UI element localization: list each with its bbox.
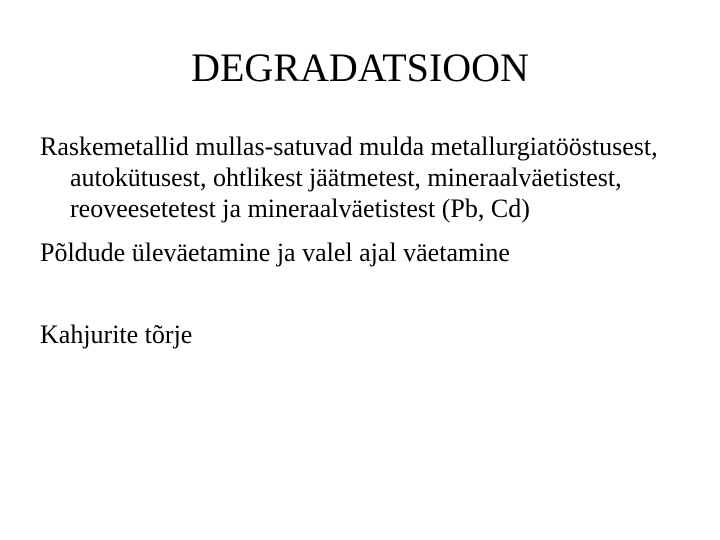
slide-title: DEGRADATSIOON [191,45,529,90]
bullet-item: Kahjurite tõrje [40,320,193,349]
bullet-item: Põldude üleväetamine ja valel ajal väetamine [40,238,510,267]
bullet-list [40,131,700,350]
bullet-item: Raskemetallid mullas-satuvad mulda metallurgiatööstusest, autokütusest, ohtlikest jäätmetest, mineraalväetistest, reoveesetetest ja mineraalväetistest (Pb, Cd) [40,132,658,223]
